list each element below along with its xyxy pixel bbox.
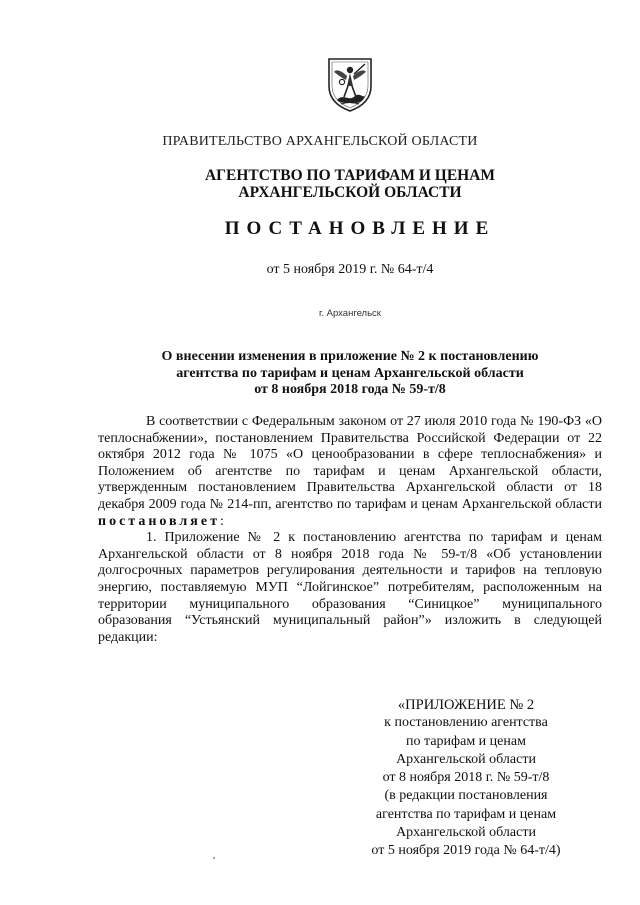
subject-line-3: от 8 ноября 2018 года № 59-т/8: [254, 382, 446, 397]
preamble-colon: :: [219, 513, 224, 529]
decree-keyword: постановляет: [98, 513, 220, 529]
subject-line-2: агентства по тарифам и ценам Архангельской области: [176, 365, 524, 381]
body-paragraph-item-1: 1. Приложение № 2 к постановлению агентства по тарифам и ценам Архангельской области от 8 ноября 2018 года № 59-т/8 «Об установлении долгосрочных параметров регулирования деятельности и тарифов на тепловую энергию, поставляемую МУП “Лойгинское” потребителям, расположенным на территории муниципального образования “Синицкое” муниципального образования “Устьянский муниципальный район”» изложить в следующей редакции:: [98, 530, 602, 645]
appendix-line-8: Архангельской области: [396, 825, 536, 841]
appendix-line-4: Архангельской области: [396, 751, 536, 767]
appendix-line-9: от 5 ноября 2019 года № 64-т/4): [371, 843, 561, 859]
appendix-line-1: «ПРИЛОЖЕНИЕ № 2: [397, 697, 535, 713]
agency-title: [30, 167, 640, 201]
appendix-line-6: (в редакции постановления: [384, 788, 548, 804]
appendix-line-3: по тарифам и ценам: [406, 733, 526, 749]
agency-title-line-1: АГЕНТСТВО ПО ТАРИФАМ И ЦЕНАМ: [204, 167, 496, 184]
preamble-text: В соответствии с Федеральным законом от 27 июля 2010 года № 190-ФЗ «О теплоснабжении», постановлением Правительства Российской Федерации от 22 октября 2012 года № 1075 «О ценообразовании в сфере теплоснабжения» и Положением об агентстве по тарифам и ценам Архангельской области, утвержденным постановлением Правительства Архангельской области от 18 декабря 2009 года № 214-пп, агентство по тарифам и ценам Архангельской области: [98, 414, 602, 512]
appendix-block: [352, 696, 580, 861]
appendix-line-5: от 8 ноября 2018 г. № 59-т/8: [382, 770, 550, 786]
appendix-line-7: агентства по тарифам и ценам: [375, 806, 557, 822]
coat-of-arms-icon: [325, 56, 375, 112]
document-subject: [30, 349, 640, 399]
government-title: ПРАВИТЕЛЬСТВО АРХАНГЕЛЬСКОЙ ОБЛАСТИ: [162, 134, 478, 149]
appendix-line-2: к постановлению агентства: [384, 715, 548, 731]
scan-dot-mark: [213, 857, 215, 859]
document-city: г. Архангельск: [319, 308, 381, 319]
document-date-number: от 5 ноября 2019 г. № 64-т/4: [266, 262, 434, 277]
agency-title-line-2: АРХАНГЕЛЬСКОЙ ОБЛАСТИ: [238, 184, 462, 201]
document-body: [98, 414, 602, 646]
body-paragraph-preamble: [98, 414, 602, 530]
subject-line-1: О внесении изменения в приложение № 2 к постановлению: [161, 349, 539, 364]
document-type-title: ПОСТАНОВЛЕНИЕ: [224, 218, 496, 239]
